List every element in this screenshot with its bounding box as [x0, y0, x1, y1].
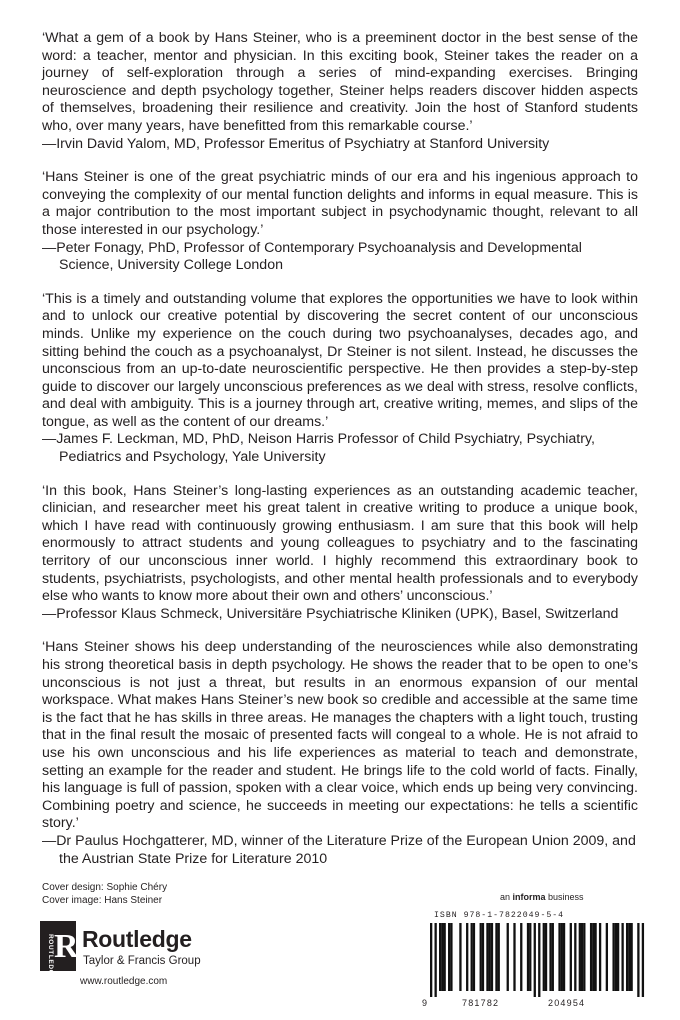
- barcode-bar: [612, 923, 614, 991]
- barcode-bar: [637, 923, 639, 997]
- logo-letter: R: [54, 928, 79, 965]
- endorsement-attribution: —Professor Klaus Schmeck, Universitäre Psychiatrische Kliniken (UPK), Basel, Switzerland: [42, 605, 619, 622]
- barcode-bar: [534, 923, 536, 997]
- barcode-bar: [450, 923, 452, 991]
- endorsement-attribution: —Dr Paulus Hochgatterer, MD, winner of the Literature Prize of the European Union 2009, and the Austrian State Prize for Literature 2010: [42, 832, 636, 867]
- barcode-bar: [441, 923, 443, 991]
- endorsement-attribution: —Irvin David Yalom, MD, Professor Emeritus of Psychiatry at Stanford University: [42, 135, 550, 152]
- endorsement: [42, 291, 638, 467]
- barcode-bar: [574, 923, 576, 991]
- barcode-bar: [486, 923, 488, 991]
- isbn-number: ISBN 978-1-7822049-5-4: [434, 911, 565, 920]
- barcode-bar: [549, 923, 551, 991]
- isbn-barcode: [422, 910, 648, 1016]
- barcode-bar: [507, 923, 509, 991]
- publisher-website: www.routledge.com: [80, 976, 168, 987]
- barcode-bar: [498, 923, 500, 991]
- barcode-bar: [527, 923, 529, 991]
- barcode-bar: [491, 923, 493, 991]
- barcode-bar: [543, 923, 545, 991]
- informa-suffix: business: [545, 892, 584, 902]
- barcode-bar: [482, 923, 484, 991]
- barcode-bar: [558, 923, 560, 991]
- endorsement-attribution: —Peter Fonagy, PhD, Professor of Contemporary Psychoanalysis and Developmental Science, University College London: [42, 239, 582, 274]
- endorsement-quote: ‘This is a timely and outstanding volume that explores the opportunities we have to look within and to unlock our creative potential by discovering the secret content of our unconscious minds. Unlike my experience on the couch during two psychoanalyses, decades ago, and sitting behind the couch as a psychoanalyst, Dr Steiner is not silent. Instead, he discusses the unconscious from an up-to-date neuroscientific perspective. He then provides a step-by-step guide to discover our largely unconscious preferences as we deal with stress, resolve conflicts, and deal with ambiguity. This is a journey through art, creative writing, memes, and slips of the tongue, as well as the content of our dreams.’: [42, 290, 638, 430]
- barcode-bar: [435, 923, 437, 997]
- barcode-bar: [480, 923, 482, 991]
- barcode-bar: [513, 923, 515, 991]
- barcode-bar: [444, 923, 446, 991]
- barcode-bar: [471, 923, 473, 991]
- barcode-bar: [563, 923, 565, 991]
- barcode-bar: [626, 923, 628, 991]
- endorsement: [42, 639, 638, 868]
- publisher-group: Taylor & Francis Group: [83, 955, 201, 967]
- barcode-bar: [617, 923, 619, 991]
- barcode-bar: [628, 923, 630, 991]
- endorsement-quote: ‘Hans Steiner shows his deep understanding of the neurosciences while also demonstrating his strong theoretical basis in depth psychology. He shows the reader that to be open to one’s unconscious is not just a threat, but results in an enormous expansion of our mental workspace. What makes Hans Steiner’s new book so credible and accessible at the same time is the fact that he has skills in three areas. He manages the chapters with a light touch, trusting that in the final result the mosaic of presented facts will congeal to a whole. He is not afraid to use his own unconscious and his life experiences as material to teach and demonstrate, setting an example for the reader and student. He brings life to the cold world of facts. Finally, his language is full of passion, spoken with a clear voice, which ends up being very convincing. Combining poetry and science, he succeeds in meeting our expectations: he tells a scientific story.’: [42, 639, 638, 832]
- barcode-bar: [630, 923, 632, 991]
- barcode-bar: [579, 923, 581, 991]
- barcode-bar: [561, 923, 563, 991]
- barcode-bar: [583, 923, 585, 991]
- barcode-bar: [594, 923, 596, 991]
- endorsement-quote: ‘What a gem of a book by Hans Steiner, who is a preeminent doctor in the best sense of the word: a teacher, mentor and physician. In this exciting book, Steiner takes the reader on a journey of self-exploration through a series of mind-expanding exercises. Bringing neuroscience and depth psychology together, Steiner helps readers discover hidden aspects of themselves, broadening their resilience and creativity. Join the host of Stanford students who, over many years, have benefitted from this remarkable course.’: [42, 30, 638, 134]
- publisher-name: Routledge: [82, 926, 192, 952]
- ean-left-digits: 781782: [462, 998, 500, 1008]
- barcode-bar: [570, 923, 572, 991]
- barcode-bar: [581, 923, 583, 991]
- barcode-bar: [621, 923, 623, 991]
- barcode-bar: [529, 923, 531, 991]
- cover-image-credit: Cover image: Hans Steiner: [42, 894, 163, 906]
- barcode-bar: [592, 923, 594, 991]
- barcode-bar: [473, 923, 475, 991]
- barcode-bar: [459, 923, 461, 991]
- endorsement-quote: ‘In this book, Hans Steiner’s long-lasting experiences as an outstanding academic teacher, clinician, and researcher meet his great talent in creative writing to produce a unique book, which I have read with continuously growing enthusiasm. I am sure that this book will help enormously to attract students and young colleagues to psychiatry and to the fascinating territory of our unconscious inner world. I highly recommend this extraordinary book to students, psychiatrists, psychologists, and other mental health professionals and to everybody else who wants to know more about their own and others’ unconscious.’: [42, 482, 638, 605]
- ean-first-digit: 9: [422, 998, 429, 1008]
- informa-prefix: an: [500, 892, 513, 902]
- barcode-bar: [599, 923, 601, 991]
- routledge-mark-icon: [40, 921, 79, 981]
- logo-vertical-text: ROUTLEDGE: [47, 934, 54, 981]
- barcode-bars: [430, 923, 644, 997]
- barcode-bar: [545, 923, 547, 991]
- barcode-bar: [448, 923, 450, 991]
- endorsement: [42, 169, 638, 275]
- cover-credits: [42, 882, 167, 907]
- cover-design-credit: Cover design: Sophie Chéry: [42, 882, 168, 893]
- barcode-bar: [590, 923, 592, 991]
- barcode-bar: [552, 923, 554, 991]
- barcode-bar: [520, 923, 522, 991]
- barcode-bar: [606, 923, 608, 991]
- barcode-bar: [466, 923, 468, 991]
- barcode-bar: [439, 923, 441, 991]
- barcode-bar: [430, 923, 432, 997]
- endorsements: [42, 30, 638, 884]
- barcode-bar: [615, 923, 617, 991]
- informa-brand: informa: [512, 892, 546, 902]
- ean-right-digits: 204954: [548, 998, 586, 1008]
- endorsement: [42, 30, 638, 153]
- barcode-bar: [538, 923, 540, 997]
- barcode-bar: [495, 923, 497, 991]
- routledge-logo: [40, 921, 220, 981]
- barcode-bar: [489, 923, 491, 991]
- endorsement-quote: ‘Hans Steiner is one of the great psychiatric minds of our era and his ingenious approach to conveying the complexity of our mental function delights and informs in equal measure. This is a major contribution to the most important subject in psychodynamic thought, relevant to all those interested in our psychology.’: [42, 169, 638, 238]
- endorsement: [42, 483, 638, 624]
- informa-business-label: [500, 892, 584, 902]
- barcode-bar: [642, 923, 644, 997]
- endorsement-attribution: —James F. Leckman, MD, PhD, Neison Harris Professor of Child Psychiatry, Psychiatry, Pediatrics and Psychology, Yale University: [42, 431, 595, 466]
